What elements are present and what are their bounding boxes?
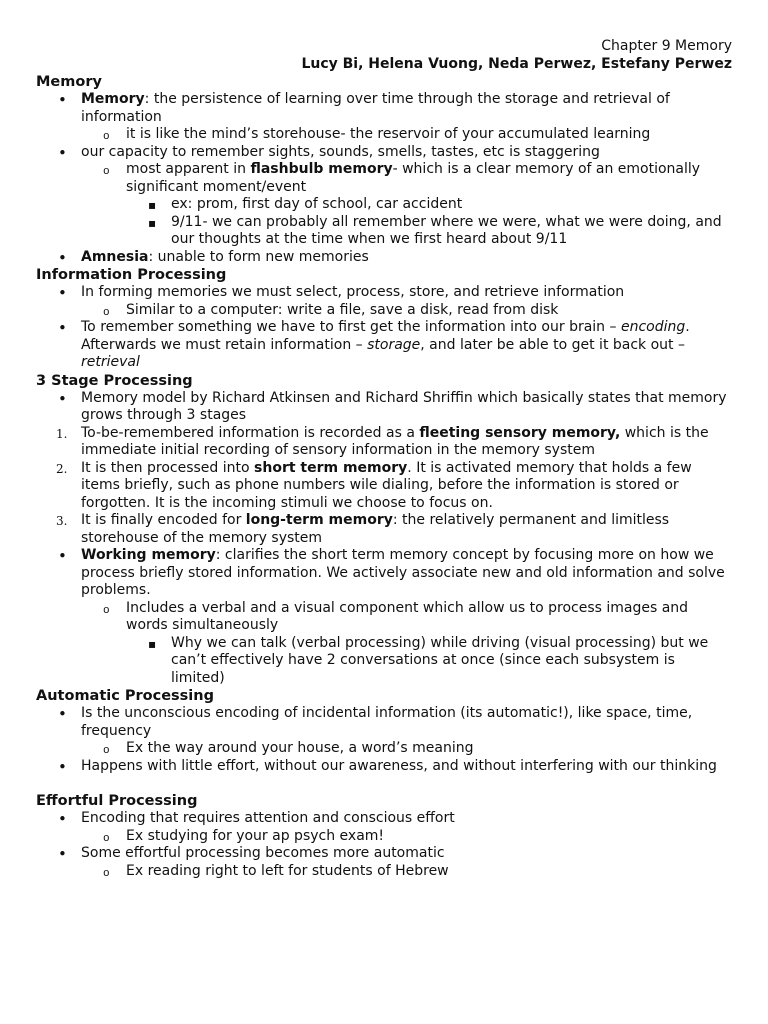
item-text: 9/11- we can probably all remember where we were, what we were doing, and our thoughts at the time when we first heard about 9/11	[171, 213, 722, 247]
list-item	[81, 302, 732, 320]
numbered-item	[36, 512, 732, 547]
list-item	[81, 828, 732, 846]
section-heading-effortful-processing: Effortful Processing	[36, 793, 198, 809]
circle-bullet-icon	[103, 161, 119, 181]
bullet-icon	[58, 91, 74, 110]
list-item	[81, 161, 732, 249]
list-item	[36, 810, 732, 845]
term-amnesia: Amnesia	[81, 248, 149, 265]
list-item	[81, 740, 732, 758]
term-storage: storage	[367, 336, 421, 353]
item-text-mid: . Afterwards we must retain information –	[81, 319, 690, 353]
list-item	[36, 284, 732, 319]
item-number: 2.	[56, 461, 68, 476]
bullet-icon	[58, 249, 74, 268]
item-text-pre: To-be-remembered information is recorded as a	[81, 424, 420, 441]
list-item	[36, 758, 732, 776]
item-text-pre: most apparent in	[126, 161, 251, 177]
item-text: ex: prom, first day of school, car accident	[171, 196, 463, 212]
item-number: 3.	[56, 514, 68, 528]
list-item	[36, 390, 732, 425]
list-item	[81, 600, 732, 688]
list-item	[126, 635, 732, 688]
list-item	[36, 144, 732, 249]
item-text-pre: It is finally encoded for	[81, 512, 246, 528]
term-encoding: encoding	[620, 319, 686, 335]
list-item	[81, 126, 732, 144]
section-heading-memory: Memory	[36, 74, 102, 90]
square-bullet-icon	[148, 196, 164, 214]
list-item	[36, 705, 732, 758]
list-item	[36, 91, 732, 144]
list-item	[36, 319, 732, 372]
item-text: Ex reading right to left for students of Hebrew	[126, 862, 449, 879]
section-heading-3-stage-processing: 3 Stage Processing	[36, 372, 193, 389]
circle-bullet-icon	[103, 600, 119, 620]
section-heading-automatic-processing: Automatic Processing	[36, 688, 214, 704]
bullet-icon	[58, 319, 74, 338]
item-text-post: . It is activated memory that holds a few items briefly, such as phone numbers wile dialing, before the information is stored or forgotten. It is the incoming stimuli we choose to focus on.	[81, 459, 692, 511]
bullet-icon	[58, 845, 74, 864]
term-memory: Memory	[81, 91, 145, 107]
term-sensory-memory: fleeting sensory memory,	[419, 424, 621, 441]
item-text-mid2: , and later be able to get it back out –	[420, 336, 685, 353]
term-short-term-memory: short term memory	[254, 459, 408, 476]
document-header	[36, 37, 732, 73]
numbered-item	[36, 460, 732, 513]
item-text-post: which is the immediate initial recording of sensory information in the memory system	[81, 424, 709, 458]
spacer	[36, 775, 732, 792]
item-text-pre: It is then processed into	[81, 459, 255, 476]
list-item	[126, 196, 732, 214]
bullet-icon	[58, 144, 74, 163]
item-text: Ex the way around your house, a word’s meaning	[126, 740, 474, 756]
bullet-icon	[58, 547, 74, 566]
section-heading-information-processing: Information Processing	[36, 267, 227, 283]
list-item	[81, 863, 732, 881]
item-text-post: - which is a clear memory of an emotionally significant moment/event	[126, 161, 701, 195]
numbered-item	[36, 425, 732, 460]
square-bullet-icon	[148, 214, 164, 232]
item-text: Why we can talk (verbal processing) while driving (visual processing) but we can’t effectively have 2 conversations at once (since each subsystem is limited)	[171, 634, 709, 686]
definition-text: : the persistence of learning over time through the storage and retrieval of information	[81, 91, 670, 125]
automatic-processing-list	[36, 705, 732, 775]
information-processing-list	[36, 284, 732, 372]
definition-text: : clarifies the short term memory concept by focusing more on how we process briefly stored information. We actively associate new and old information and solve problems.	[81, 547, 725, 598]
definition-text: : unable to form new memories	[148, 248, 369, 265]
square-bullet-icon	[148, 635, 164, 653]
bullet-icon	[58, 758, 74, 777]
term-long-term-memory: long-term memory	[245, 512, 393, 528]
bullet-icon	[58, 705, 74, 724]
memory-list	[36, 91, 732, 266]
item-text: Some effortful processing becomes more automatic	[81, 845, 445, 861]
bullet-icon	[58, 390, 74, 409]
effortful-processing-list	[36, 810, 732, 880]
term-retrieval: retrieval	[81, 354, 140, 370]
list-item	[126, 214, 732, 249]
list-item	[36, 845, 732, 880]
bullet-icon	[58, 810, 74, 829]
document-page	[36, 37, 732, 880]
item-text: Memory model by Richard Atkinsen and Richard Shriffin which basically states that memory grows through 3 stages	[81, 389, 727, 423]
item-text: Happens with little effort, without our awareness, and without interfering with our thinking	[81, 757, 717, 774]
item-text: In forming memories we must select, process, store, and retrieve information	[81, 284, 625, 300]
item-text: Ex studying for your ap psych exam!	[126, 827, 385, 844]
item-text: Encoding that requires attention and conscious effort	[81, 810, 455, 826]
item-text-pre: To remember something we have to first get the information into our brain –	[81, 319, 617, 335]
stage-processing-list	[36, 390, 732, 688]
item-text: our capacity to remember sights, sounds, smells, tastes, etc is staggering	[81, 143, 600, 160]
item-text: it is like the mind’s storehouse- the reservoir of your accumulated learning	[126, 126, 651, 142]
bullet-icon	[58, 284, 74, 303]
item-number: 1.	[56, 426, 68, 441]
author-list: Lucy Bi, Helena Vuong, Neda Perwez, Estefany Perwez	[301, 56, 732, 72]
circle-bullet-icon	[103, 863, 119, 883]
term-working-memory: Working memory	[81, 547, 216, 563]
list-item	[36, 547, 732, 687]
item-text-post: : the relatively permanent and limitless storehouse of the memory system	[81, 512, 670, 546]
list-item	[36, 249, 732, 267]
term-flashbulb-memory: flashbulb memory	[250, 161, 393, 177]
chapter-title: Chapter 9 Memory	[601, 38, 732, 54]
item-text: Includes a verbal and a visual component which allow us to process images and words simultaneously	[126, 599, 689, 633]
item-text: Similar to a computer: write a file, save a disk, read from disk	[126, 301, 559, 318]
item-text: Is the unconscious encoding of incidental information (its automatic!), like space, time, frequency	[81, 705, 693, 739]
